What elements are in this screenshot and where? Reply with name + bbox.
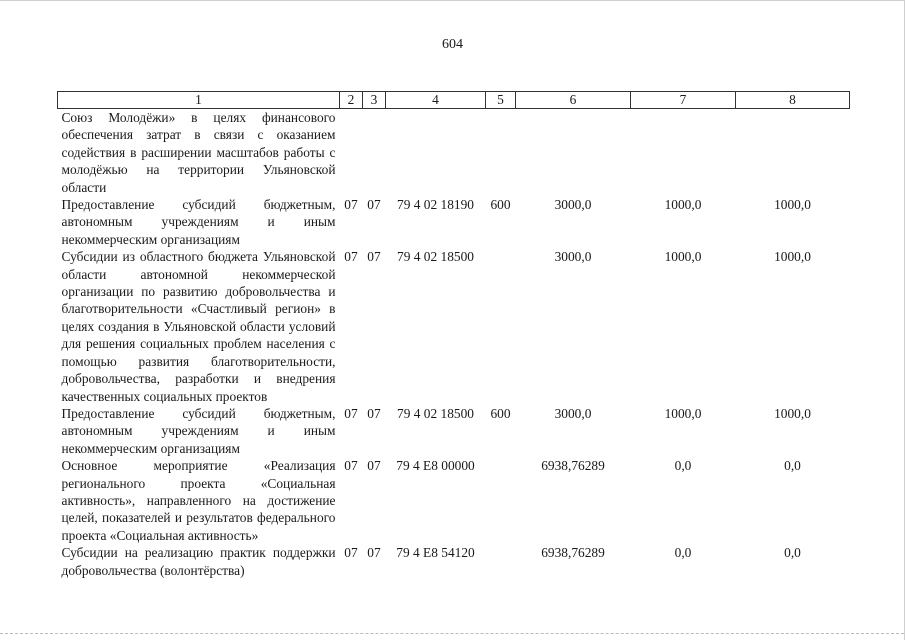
row-code-5 [486, 248, 516, 405]
row-value-8: 0,0 [784, 458, 801, 474]
row-code-3: 07 [367, 458, 381, 474]
table-row [58, 544, 850, 579]
row-code-3: 07 [367, 405, 381, 421]
row-name: Предоставление субсидий бюджетным, автономным учреждениям и иным некоммерческим организациям [61, 405, 336, 456]
row-code-3: 07 [367, 197, 381, 213]
row-code-5 [486, 544, 516, 579]
row-name: Предоставление субсидий бюджетным, автономным учреждениям и иным некоммерческим организациям [61, 197, 336, 247]
row-code-3: 07 [367, 249, 381, 265]
row-code-4: 79 4 02 18500 [397, 405, 474, 421]
row-code-2: 07 [344, 197, 358, 213]
row-value-6: 6938,76289 [541, 458, 605, 474]
row-code-5 [486, 109, 516, 197]
table-row [58, 196, 850, 248]
row-code-3 [363, 109, 386, 197]
row-code-4: 79 4 E8 00000 [396, 458, 475, 474]
column-header-4: 4 [386, 92, 486, 109]
column-header-7: 7 [631, 92, 736, 109]
row-value-6: 6938,76289 [541, 545, 605, 561]
row-value-8: 1000,0 [774, 249, 811, 265]
row-code-4: 79 4 02 18500 [397, 249, 474, 265]
row-code-2: 07 [344, 458, 358, 474]
column-header-5: 5 [486, 92, 516, 109]
row-value-7: 0,0 [674, 545, 692, 561]
row-value-7: 1000,0 [664, 197, 702, 213]
row-code-4: 79 4 02 18190 [397, 197, 474, 213]
page-number: 604 [442, 37, 463, 52]
row-code-2: 07 [344, 405, 358, 421]
column-header-1: 1 [58, 92, 340, 109]
table-row [58, 248, 850, 405]
budget-table [57, 91, 850, 579]
row-code-5: 600 [490, 405, 511, 421]
row-value-6: 3000,0 [554, 197, 592, 213]
page-bottom-edge [0, 633, 904, 634]
row-value-6: 3000,0 [554, 405, 592, 421]
row-code-5 [486, 457, 516, 544]
row-value-6 [516, 109, 631, 197]
column-header-8: 8 [736, 92, 850, 109]
row-code-5: 600 [490, 197, 511, 213]
column-header-3: 3 [363, 92, 386, 109]
row-code-2: 07 [344, 249, 358, 265]
row-code-2 [340, 109, 363, 197]
column-header-2: 2 [340, 92, 363, 109]
row-value-7: 0,0 [674, 458, 692, 474]
row-code-2: 07 [344, 545, 358, 561]
table-row [58, 457, 850, 544]
row-code-4 [386, 109, 486, 197]
row-name: Субсидии из областного бюджета Ульяновской области автономной некоммерческой организации по развитию добровольчества и благотворительности «Счастливый регион» в целях создания в Ульяновской области условий для решения социальных проблем населения с помощью развития благотворительности, добровольчества, разработки и внедрения качественных социальных проектов [61, 249, 336, 404]
row-value-7: 1000,0 [664, 405, 702, 421]
row-name: Союз Молодёжи» в целях финансового обеспечения затрат в связи с оказанием содействия в расширении масштабов работы с молодёжью на территории Ульяновской области [61, 110, 336, 195]
row-value-8: 1000,0 [774, 405, 811, 421]
row-name: Основное мероприятие «Реализация регионального проекта «Социальная активность», направленного на достижение целей, показателей и результатов федерального проекта «Социальная активность» [61, 458, 336, 543]
column-header-6: 6 [516, 92, 631, 109]
table-header-row [58, 92, 850, 109]
row-value-8: 0,0 [784, 545, 801, 561]
row-value-6: 3000,0 [554, 249, 592, 265]
row-value-7: 1000,0 [664, 249, 702, 265]
row-name: Субсидии на реализацию практик поддержки добровольчества (волонтёрства) [61, 545, 336, 578]
row-value-8: 1000,0 [774, 197, 811, 213]
row-code-3: 07 [367, 545, 381, 561]
table-row [58, 405, 850, 457]
row-value-7 [631, 109, 736, 197]
table-row [58, 109, 850, 197]
row-value-8 [736, 109, 850, 197]
row-code-4: 79 4 E8 54120 [396, 545, 475, 561]
